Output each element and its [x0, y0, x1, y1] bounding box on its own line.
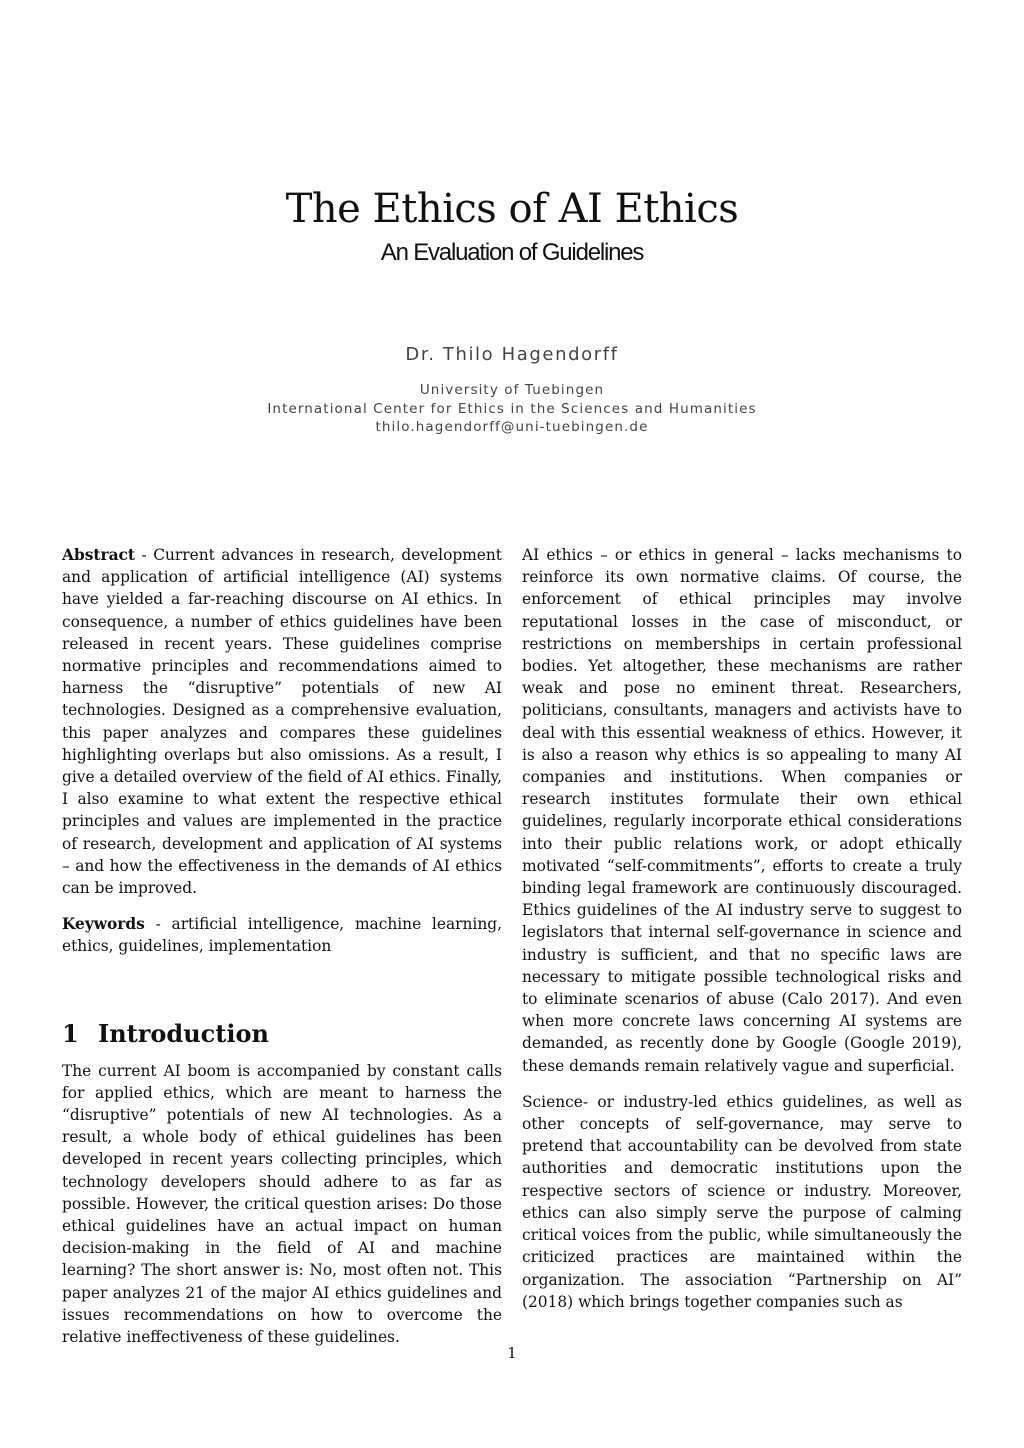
- right-paragraph-2: Science- or industry-led ethics guidelines, as well as other concepts of self-governance, may serve to pretend that accountability can be devolved from state authorities and democratic institutions upon the respective sectors of science or industry. Moreover, ethics can also simply serve the purpose of calming critical voices from the public, while simultaneously the criticized practices are maintained within the organization. The association “Partnership on AI” (2018) which brings together companies such as: [522, 1092, 962, 1311]
- author-block: [0, 343, 1024, 437]
- author-email: thilo.hagendorff@uni-tuebingen.de: [375, 419, 649, 435]
- author-name: Dr. Thilo Hagendorff: [405, 344, 619, 365]
- left-column: [62, 544, 502, 1348]
- page-number: 1: [507, 1344, 517, 1362]
- paper-title: The Ethics of AI Ethics: [285, 186, 739, 232]
- abstract: [62, 544, 502, 899]
- abstract-text: - Current advances in research, development and application of artificial intelligence (AI) systems have yielded a far-reaching discourse on AI ethics. In consequence, a number of ethics guidelines have been released in recent years. These guidelines comprise normative principles and recommendations aimed to harness the “disruptive” potentials of new AI technologies. Designed as a comprehensive evaluation, this paper analyzes and compares these guidelines highlighting overlaps but also omissions. As a result, I give a detailed overview of the field of AI ethics. Finally, I also examine to what extent the respective ethical principles and values are implemented in the practice of research, development and application of AI systems – and how the effectiveness in the demands of AI ethics can be improved.: [62, 546, 502, 898]
- paper-subtitle: An Evaluation of Guidelines: [380, 239, 644, 266]
- introduction-paragraph: The current AI boom is accompanied by constant calls for applied ethics, which are meant to harness the “disruptive” potentials of new AI technologies. As a result, a whole body of ethical guidelines has been developed in recent years collecting principles, which technology developers should adhere to as far as possible. However, the critical question arises: Do those ethical guidelines have an actual impact on human decision-making in the field of AI and machine learning? The short answer is: No, most often not. This paper analyzes 21 of the major AI ethics guidelines and issues recommendations on how to overcome the relative ineffectiveness of these guidelines.: [62, 1061, 502, 1347]
- section-heading-introduction: [62, 1018, 502, 1050]
- section-title: Introduction: [98, 1018, 269, 1048]
- author-center: International Center for Ethics in the Sciences and Humanities: [267, 400, 757, 417]
- keywords: [62, 913, 502, 957]
- section-number: 1: [62, 1018, 79, 1048]
- author-university: University of Tuebingen: [419, 382, 605, 398]
- title-block: [0, 182, 1024, 268]
- keywords-label: Keywords: [62, 915, 145, 934]
- keywords-text: - artificial intelligence, machine learning, ethics, guidelines, implementation: [62, 915, 502, 956]
- abstract-label: Abstract: [62, 546, 136, 564]
- right-paragraph-1: AI ethics – or ethics in general – lacks mechanisms to reinforce its own normative claims. Of course, the enforcement of ethical principles may involve reputational losses in the case of misconduct, or restrictions on memberships in certain professional bodies. Yet altogether, these mechanisms are rather weak and pose no eminent threat. Researchers, politicians, consultants, managers and activists have to deal with this essential weakness of ethics. However, it is also a reason why ethics is so appealing to many AI companies and institutions. When companies or research institutes formulate their own ethical guidelines, regularly incorporate ethical considerations into their public relations work, or adopt ethically motivated “self-commitments”, efforts to create a truly binding legal framework are continuously discouraged. Ethics guidelines of the AI industry serve to suggest to legislators that internal self-governance in science and industry is sufficient, and that no specific laws are necessary to mitigate possible technological risks and to eliminate scenarios of abuse (Calo 2017). And even when more concrete laws concerning AI systems are demanded, as recently done by Google (Google 2019), these demands remain relatively vague and superficial.: [522, 546, 962, 1075]
- right-column: [522, 544, 962, 1313]
